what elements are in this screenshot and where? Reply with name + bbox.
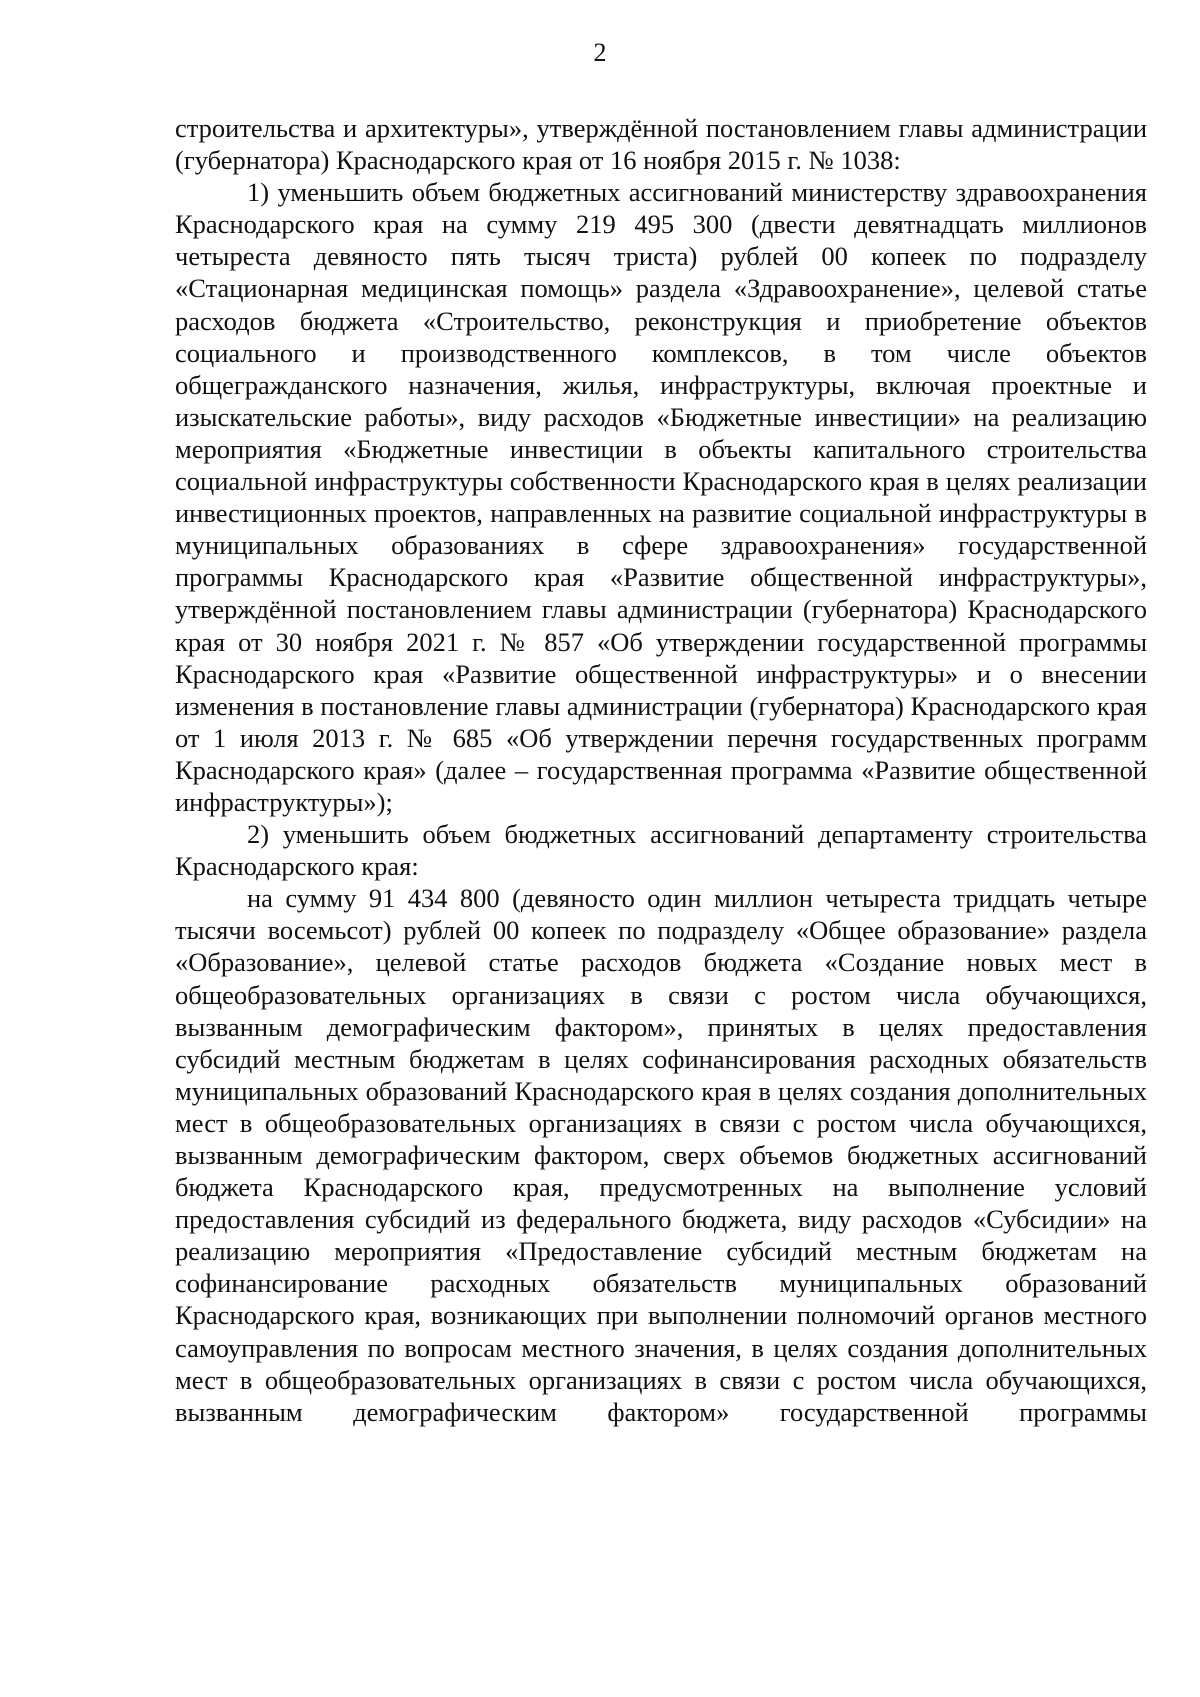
- document-body: [175, 112, 1147, 1428]
- page-number: 2: [593, 38, 607, 67]
- paragraph-continuation: строительства и архитектуры», утверждённой постановлением главы администрации (губернатора) Краснодарского края от 16 ноября 2015 г. № 1038:: [175, 113, 1147, 176]
- paragraph-item-2: 2) уменьшить объем бюджетных ассигнований департаменту строительства Краснодарского края:: [175, 819, 1147, 882]
- paragraph-sum-subitem: на сумму 91 434 800 (девяносто один миллион четыреста тридцать четыре тысячи восемьсот) рублей 00 копеек по подразделу «Общее образование» раздела «Образование», целевой статье расходов бюджета «Создание новых мест в общеобразовательных организациях в связи с ростом числа обучающихся, вызванным демографическим фактором», принятых в целях предоставления субсидий местным бюджетам в целях софинансирования расходных обязательств муниципальных образований Краснодарского края в целях создания дополнительных мест в общеобразовательных организациях в связи с ростом числа обучающихся, вызванным демографическим фактором, сверх объемов бюджетных ассигнований бюджета Краснодарского края, предусмотренных на выполнение условий предоставления субсидий из федерального бюджета, виду расходов «Субсидии» на реализацию мероприятия «Предоставление субсидий местным бюджетам на софинансирование расходных обязательств муниципальных образований Краснодарского края, возникающих при выполнении полномочий органов местного самоуправления по вопросам местного значения, в целях создания дополнительных мест в общеобразовательных организациях в связи с ростом числа обучающихся, вызванным демографическим фактором» государственной программы: [175, 883, 1147, 1427]
- paragraph-item-1: 1) уменьшить объем бюджетных ассигнований министерству здравоохранения Краснодарского края на сумму 219 495 300 (двести девятнадцать миллионов четыреста девяносто пять тысяч триста) рублей 00 копеек по подразделу «Стационарная медицинская помощь» раздела «Здравоохранение», целевой статье расходов бюджета «Строительство, реконструкция и приобретение объектов социального и производственного комплексов, в том числе объектов общегражданского назначения, жилья, инфраструктуры, включая проектные и изыскательские работы», виду расходов «Бюджетные инвестиции» на реализацию мероприятия «Бюджетные инвестиции в объекты капитального строительства социальной инфраструктуры собственности Краснодарского края в целях реализации инвестиционных проектов, направленных на развитие социальной инфраструктуры в муниципальных образованиях в сфере здравоохранения» государственной программы Краснодарского края «Развитие общественной инфраструктуры», утверждённой постановлением главы администрации (губернатора) Краснодарского края от 30 ноября 2021 г. № 857 «Об утверждении государственной программы Краснодарского края «Развитие общественной инфраструктуры» и о внесении изменения в постановление главы администрации (губернатора) Краснодарского края от 1 июля 2013 г. № 685 «Об утверждении перечня государственных программ Краснодарского края» (далее – государственная программа «Развитие общественной инфраструктуры»);: [175, 177, 1147, 817]
